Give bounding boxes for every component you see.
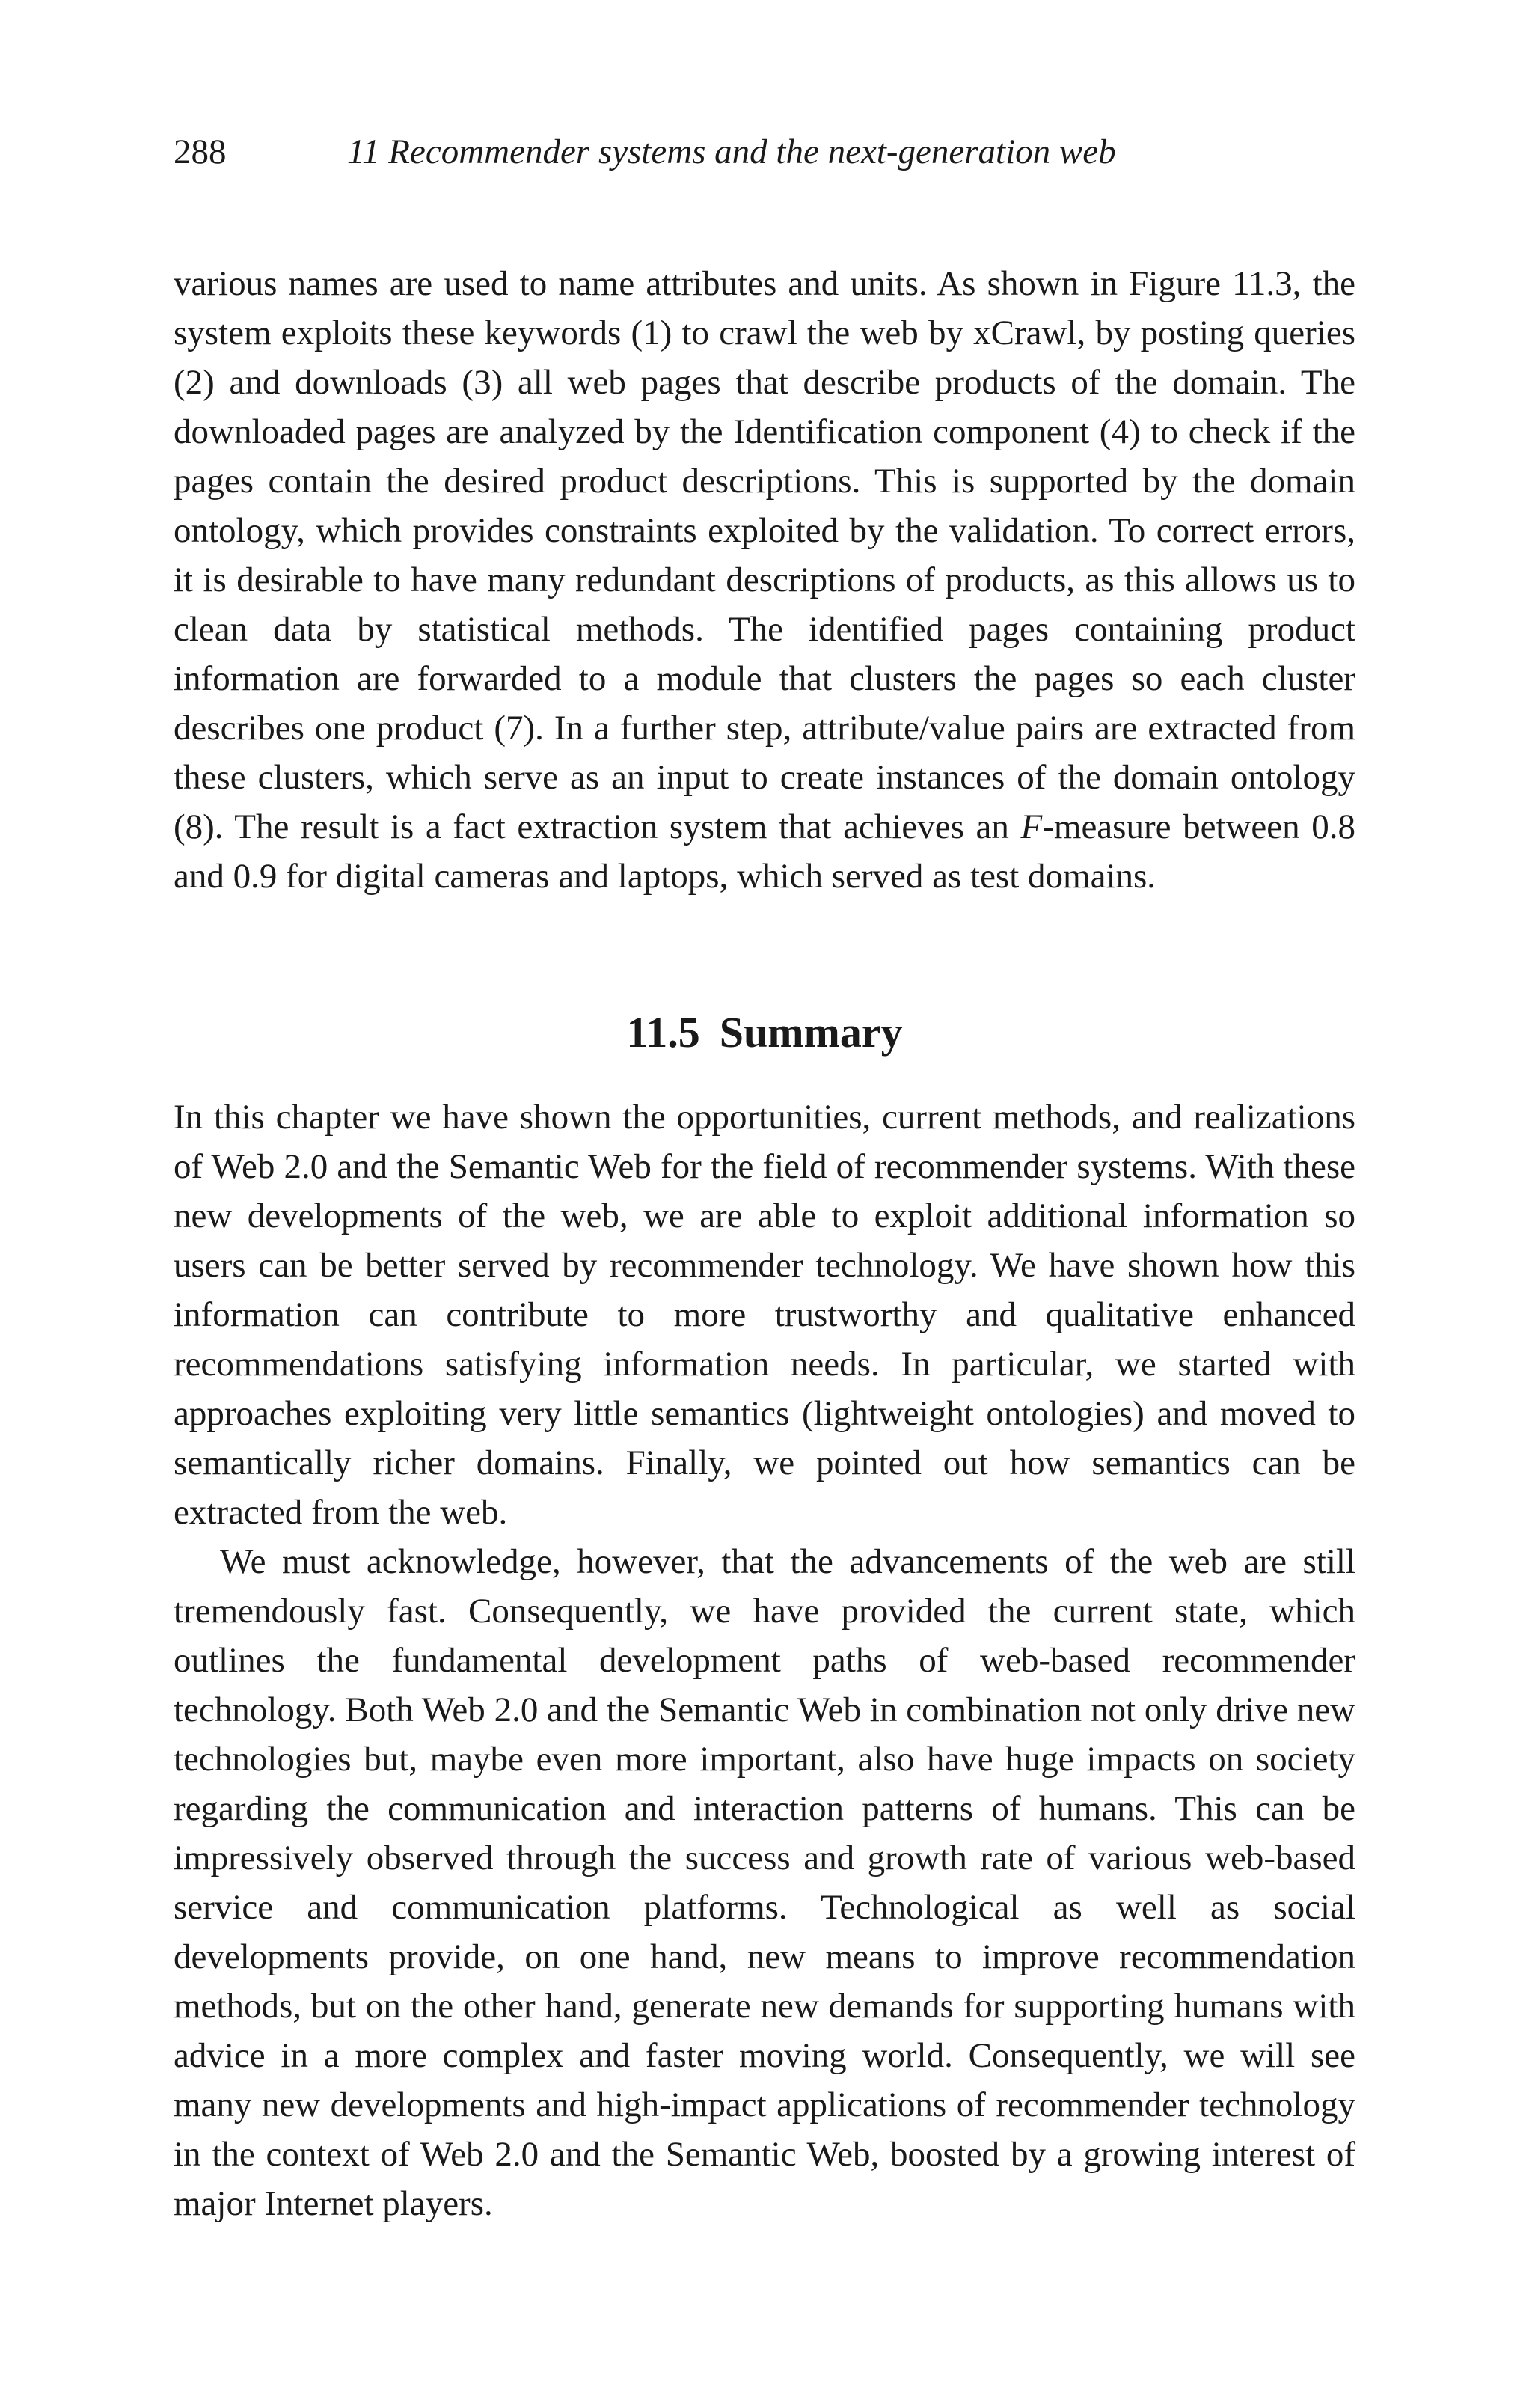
section-heading: [174, 1003, 1355, 1063]
f-measure-symbol: F: [1020, 807, 1043, 846]
intro-paragraph-part2: -measure between 0.8 and 0.9 for digital cameras and laptops, which served as test domains.: [174, 807, 1355, 896]
running-title: 11 Recommender systems and the next-generation web: [347, 132, 1116, 171]
summary-text-block: [174, 1093, 1355, 2228]
page-number: 288: [174, 132, 227, 171]
section-title: Summary: [719, 1008, 903, 1057]
intro-paragraph-part1: various names are used to name attributes and units. As shown in Figure 11.3, the system exploits these keywords (1) to crawl the web by xCrawl, by posting queries (2) and downloads (3) all web pages that describe products of the domain. The downloaded pages are analyzed by the Identification component (4) to check if the pages contain the desired product descriptions. This is supported by the domain ontology, which provides constraints exploited by the validation. To correct errors, it is desirable to have many redundant descriptions of products, as this allows us to clean data by statistical methods. The identified pages containing product information are forwarded to a module that clusters the pages so each cluster describes one product (7). In a further step, attribute/value pairs are extracted from these clusters, which serve as an input to create instances of the domain ontology (8). The result is a fact extraction system that achieves an: [174, 264, 1355, 846]
summary-paragraph-1: In this chapter we have shown the opportunities, current methods, and realizations of Web 2.0 and the Semantic Web for the field of recommender systems. With these new developments of the web, we are able to exploit additional information so users can be better served by recommender technology. We have shown how this information can contribute to more trustworthy and qualitative enhanced recommendations satisfying information needs. In particular, we started with approaches exploiting very little semantics (lightweight ontologies) and moved to semantically richer domains. Finally, we pointed out how semantics can be extracted from the web.: [174, 1098, 1355, 1532]
section-number: 11.5: [626, 1008, 700, 1057]
intro-text-block: [174, 259, 1355, 901]
intro-paragraph: [174, 259, 1355, 901]
running-head: [174, 126, 1355, 178]
summary-paragraph-2: We must acknowledge, however, that the advancements of the web are still tremendously fast. Consequently, we have provided the current state, which outlines the fundamental development paths of web-based recommender technology. Both Web 2.0 and the Semantic Web in combination not only drive new technologies but, maybe even more important, also have huge impacts on society regarding the communication and interaction patterns of humans. This can be impressively observed through the success and growth rate of various web-based service and communication platforms. Technological as well as social developments provide, on one hand, new means to improve recommendation methods, but on the other hand, generate new demands for supporting humans with advice in a more complex and faster moving world. Consequently, we will see many new developments and high-impact applications of recommender technology in the context of Web 2.0 and the Semantic Web, boosted by a growing interest of major Internet players.: [174, 1542, 1355, 2223]
